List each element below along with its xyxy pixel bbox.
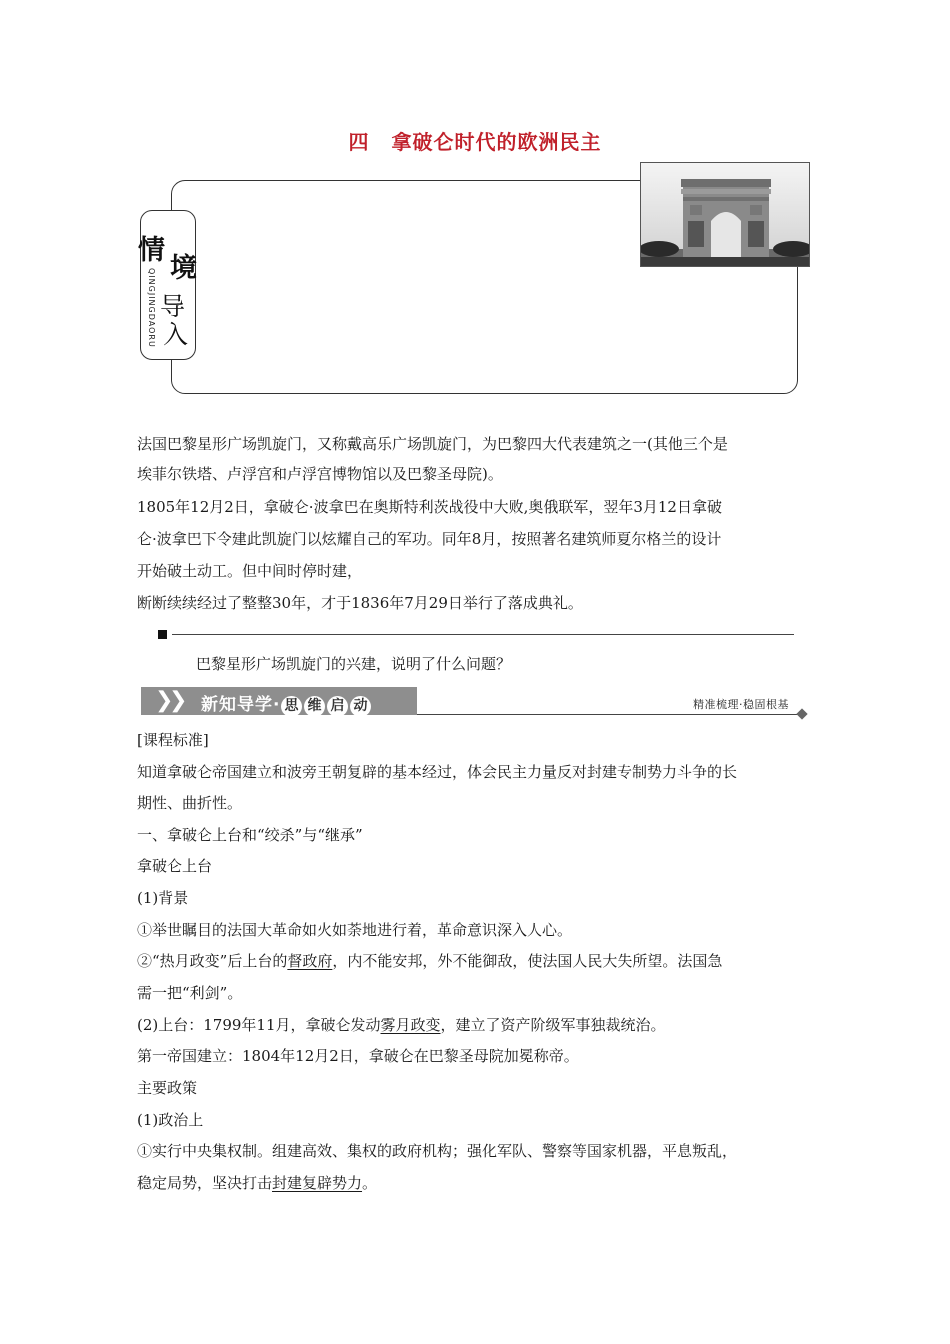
underlined-term: 督政府 bbox=[287, 952, 333, 970]
content-line: ②“热月政变”后上台的督政府，内不能安邦，外不能御敌，使法国人民大失所望。法国急 bbox=[137, 952, 723, 970]
content-line: 需一把“利剑”。 bbox=[137, 984, 243, 1002]
question-divider bbox=[158, 624, 798, 644]
content-line: 稳定局势，坚决打击封建复辟势力。 bbox=[137, 1174, 378, 1192]
banner-subtitle: 精准梳理·稳固根基 bbox=[693, 698, 789, 711]
content-line: 知道拿破仑帝国建立和波旁王朝复辟的基本经过，体会民主力量反对封建专制势力斗争的长 bbox=[137, 763, 738, 781]
underlined-term: 封建复辟势力 bbox=[272, 1174, 363, 1192]
content-line: 期性、曲折性。 bbox=[137, 794, 243, 812]
lesson-title: 拿破仑时代的欧洲民主 bbox=[391, 130, 602, 154]
intro-line-3: 断断续续经过了整整30年，才于1836年7月29日举行了落成典礼。 bbox=[137, 594, 583, 612]
arc-de-triomphe-photo bbox=[640, 162, 810, 267]
badge-char-3: 导 bbox=[160, 292, 186, 321]
badge-char-1: 情 bbox=[138, 235, 165, 266]
lesson-number: 四 bbox=[348, 130, 370, 154]
badge-pinyin: QINGJINGDAORU bbox=[147, 268, 156, 348]
banner-label: 新知导学· 思 维 启 动 bbox=[201, 690, 372, 717]
bullet-square-icon bbox=[158, 630, 167, 639]
intro-line-1b: 埃菲尔铁塔、卢浮宫和卢浮宫博物馆以及巴黎圣母院)。 bbox=[137, 465, 503, 483]
page-title bbox=[0, 126, 950, 155]
subheading: 拿破仑上台 bbox=[137, 857, 213, 875]
intro-line-2a: 1805年12月2日，拿破仑·波拿巴在奥斯特利茨战役中大败,奥俄联军，翌年3月12日拿破 bbox=[137, 498, 722, 516]
underlined-term: 雾月政变 bbox=[380, 1016, 441, 1034]
intro-question: 巴黎星形广场凯旋门的兴建，说明了什么问题？ bbox=[196, 655, 512, 673]
subheading: (1)政治上 bbox=[137, 1111, 204, 1129]
subheading: (1)背景 bbox=[137, 889, 189, 907]
chevron-right-icon: ❯ bbox=[155, 688, 174, 713]
badge-char-2: 境 bbox=[170, 253, 197, 284]
intro-line-2b: 仑·波拿巴下令建此凯旋门以炫耀自己的军功。同年8月，按照著名建筑师夏尔格兰的设计 bbox=[137, 530, 722, 548]
subheading: 主要政策 bbox=[137, 1079, 198, 1097]
section-banner bbox=[141, 687, 809, 717]
content-line: ①实行中央集权制。组建高效、集权的政府机构；强化军队、警察等国家机器，平息叛乱， bbox=[137, 1142, 738, 1160]
chevron-right-icon: ❯ bbox=[169, 688, 188, 713]
content-line: (2)上台：1799年11月，拿破仑发动雾月政变，建立了资产阶级军事独裁统治。 bbox=[137, 1016, 666, 1034]
diamond-icon bbox=[796, 708, 807, 719]
content-line: 第一帝国建立：1804年12月2日，拿破仑在巴黎圣母院加冕称帝。 bbox=[137, 1047, 579, 1065]
intro-line-2c: 开始破土动工。但中间时停时建， bbox=[137, 562, 363, 580]
course-standard-heading: [课程标准] bbox=[137, 731, 209, 749]
badge-char-4: 入 bbox=[163, 320, 189, 349]
intro-line-1a: 法国巴黎星形广场凯旋门，又称戴高乐广场凯旋门，为巴黎四大代表建筑之一(其他三个是 bbox=[137, 435, 728, 453]
section-heading: 一、拿破仑上台和“绞杀”与“继承” bbox=[137, 826, 363, 844]
content-line: ①举世瞩目的法国大革命如火如荼地进行着，革命意识深入人心。 bbox=[137, 921, 573, 939]
